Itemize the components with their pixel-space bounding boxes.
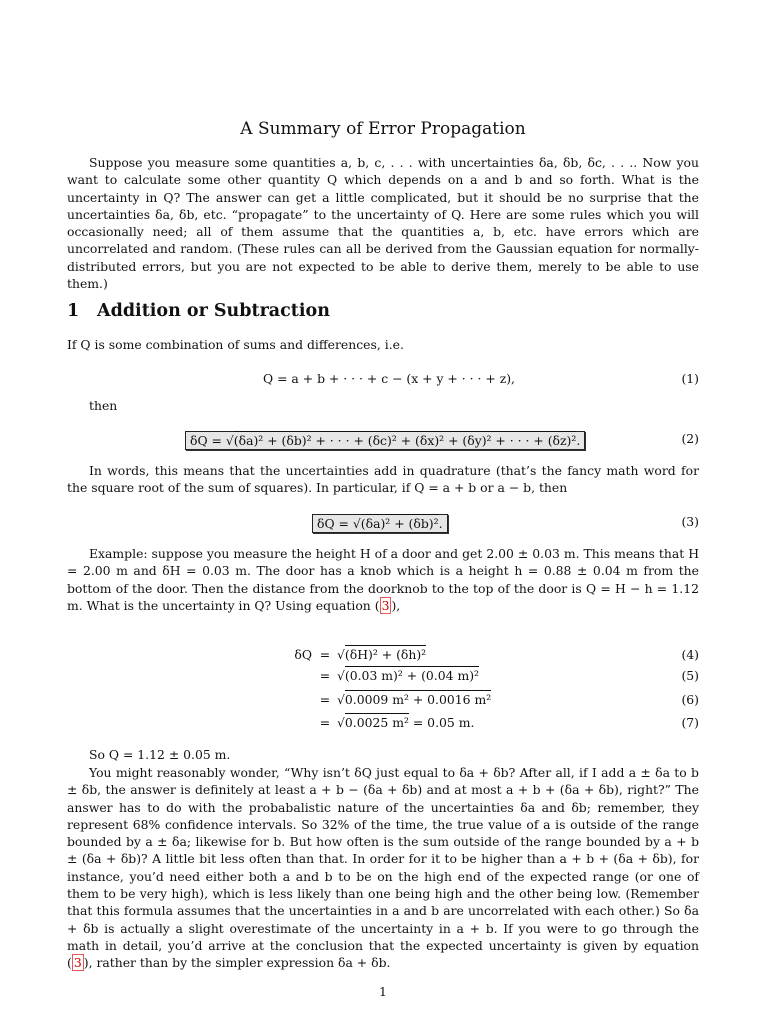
- equation-2-box: [185, 431, 585, 450]
- equation-1-body: Q = a + b + · · · + c − (x + y + · · · + z),: [263, 371, 515, 386]
- row-rhs: √0.0009 m² + 0.0016 m²: [337, 692, 492, 707]
- then-text: then: [89, 398, 118, 413]
- equation-2-number: (2): [681, 431, 699, 446]
- equation-3-lhs: δQ = √: [317, 516, 361, 531]
- if-paragraph: [67, 336, 699, 353]
- equation-ref-link[interactable]: 3: [381, 597, 390, 613]
- section-title: Addition or Subtraction: [97, 301, 330, 321]
- row-relation: =: [319, 668, 331, 683]
- row-tail: = 0.05 m.: [408, 715, 475, 730]
- section-heading: [67, 301, 330, 321]
- wonder-end: , rather than by the simpler expression δa + δb.: [88, 955, 391, 971]
- row-number: (4): [681, 647, 699, 662]
- equation-3-number: (3): [681, 514, 699, 529]
- row-rhs: √(0.03 m)² + (0.04 m)²: [337, 668, 479, 683]
- example-body: Example: suppose you measure the height H of a door and get 2.00 ± 0.03 m. This means that H = 2.00 m and δH = 0.03 m. The door has a knob which is a height h = 0.88 ± 0.04 m from the bottom of the door. Then the distance from the doorknob to the top of the door is Q = H − h = 1.12 m. What is the uncertainty in Q? Using equation: [67, 546, 699, 613]
- aligned-equation-row: [67, 692, 699, 712]
- aligned-equation-row: [67, 668, 699, 688]
- equation-2: [67, 431, 699, 451]
- intro-text: Suppose you measure some quantities a, b, c, . . . with uncertainties δa, δb, δc, . . .. Now you want to calculate some other quantity Q which depends on a and b and so forth. What is the uncertainty in Q? The answer can get a little complicated, but it should be no surprise that the uncertainties δa, δb, etc. “propagate” to the uncertainty of Q. Here are some rules which you will occasionally need; all of them assume that the quantities a, b, etc. have errors which are uncorrelated and random. (These rules can all be derived from the Gaussian equation for normally-distributed errors, but you are not expected to be able to derive them, merely to be able to use them.): [67, 155, 699, 292]
- row-radicand: (δH)² + (δh)²: [344, 647, 427, 662]
- if-text: If Q is some combination of sums and differences, i.e.: [67, 337, 404, 352]
- intro-paragraph: [67, 154, 699, 292]
- equation-2-end: .: [576, 433, 581, 448]
- row-relation: =: [319, 715, 331, 730]
- row-number: (7): [681, 715, 699, 730]
- row-number: (6): [681, 692, 699, 707]
- aligned-equation-row: [67, 647, 699, 667]
- example-end: ,: [396, 597, 401, 613]
- document-title: A Summary of Error Propagation: [240, 119, 526, 139]
- wonder-body: You might reasonably wonder, “Why isn’t δQ just equal to δa + δb? After all, if I add a ± δa to b ± δb, the answer is definitely at least a + b − (δa + δb) and at most a + b + (δa + δb), right?” The answer has to do with the probabalistic nature of the uncertainties δa and δb; remember, they represent 68% confidence intervals. So 32% of the time, the true value of a is outside of the range bounded by a ± δa; likewise for b. But how often is the sum outside of the range bounded by a + b ± (δa + δb)? A little bit less often than that. In order for it to be higher than a + b + (δa + δb), for instance, you’d need either both a and b to be on the high end of the expected range (or one of them to be very high), which is less likely than one being high and the other being low. (Remember that this formula assumes that the uncertainties in a and b are uncorrelated with each other.) So δa + δb is actually a slight overestimate of the uncertainty in a + b. If you were to go through the math in detail, you’d arrive at the conclusion that the expected uncertainty is given by equation: [67, 765, 699, 953]
- page-number: 1: [379, 984, 387, 999]
- equation-1-number: (1): [681, 371, 699, 386]
- so-paragraph: [67, 746, 699, 763]
- row-relation: =: [319, 647, 331, 662]
- row-radicand: (0.03 m)² + (0.04 m)²: [344, 668, 479, 683]
- equation-3-end: .: [438, 516, 443, 531]
- wonder-text: You might reasonably wonder, “Why isn’t δQ just equal to δa + δb? After all, if I add a ± δa to b ± δb, the answer is definitely at least a + b − (δa + δb) and at most a + b + (δa + δb), right?” The answer has to do with the probabalistic nature of the uncertainties δa and δb; remember, they represent 68% confidence intervals. So 32% of the time, the true value of a is outside of the range bounded by a ± δa; likewise for b. But how often is the sum outside of the range bounded by a + b ± (δa + δb)? A little bit less often than that. In order for it to be higher than a + b + (δa + δb), for instance, you’d need either both a and b to be on the high end of the expected range (or one of them to be very high), which is less likely than one being high and the other being low. (Remember that this formula assumes that the uncertainties in a and b are uncorrelated with each other.) So δa + δb is actually a slight overestimate of the uncertainty in a + b. If you were to go through the math in detail, you’d arrive at the conclusion that the expected uncertainty is given by equation ( 3 ), rather than by the simpler expression δa + δb.: [67, 765, 699, 971]
- equation-2-lhs: δQ = √: [190, 433, 234, 448]
- row-relation: =: [319, 692, 331, 707]
- equation-3: [67, 514, 699, 534]
- aligned-equation-row: [67, 715, 699, 735]
- equation-1: [67, 371, 699, 391]
- section-number: 1: [67, 301, 80, 321]
- example-text: Example: suppose you measure the height H of a door and get 2.00 ± 0.03 m. This means that H = 2.00 m and δH = 0.03 m. The door has a knob which is a height h = 0.88 ± 0.04 m from the bottom of the door. Then the distance from the doorknob to the top of the door is Q = H − h = 1.12 m. What is the uncertainty in Q? Using equation ( 3 ),: [67, 546, 699, 613]
- words-text: In words, this means that the uncertainties add in quadrature (that’s the fancy math word for the square root of the sum of squares). In particular, if Q = a + b or a − b, then: [67, 463, 699, 496]
- row-radicand: 0.0025 m²: [344, 715, 409, 730]
- row-lhs: δQ: [294, 647, 312, 662]
- row-number: (5): [681, 668, 699, 683]
- equation-3-box: [312, 514, 448, 533]
- words-paragraph: [67, 462, 699, 497]
- example-paragraph: [67, 545, 699, 614]
- row-rhs: √(δH)² + (δh)²: [337, 647, 427, 662]
- wonder-paragraph: [67, 764, 699, 972]
- equation-2-radicand: (δa)² + (δb)² + · · · + (δc)² + (δx)² + (δy)² + · · · + (δz)²: [233, 433, 577, 448]
- row-radicand: 0.0009 m² + 0.0016 m²: [344, 692, 492, 707]
- equation-3-radicand: (δa)² + (δb)²: [360, 516, 439, 531]
- equation-ref-link[interactable]: 3: [73, 955, 82, 971]
- so-text: So Q = 1.12 ± 0.05 m.: [89, 747, 231, 762]
- row-rhs: √0.0025 m² = 0.05 m.: [337, 715, 475, 730]
